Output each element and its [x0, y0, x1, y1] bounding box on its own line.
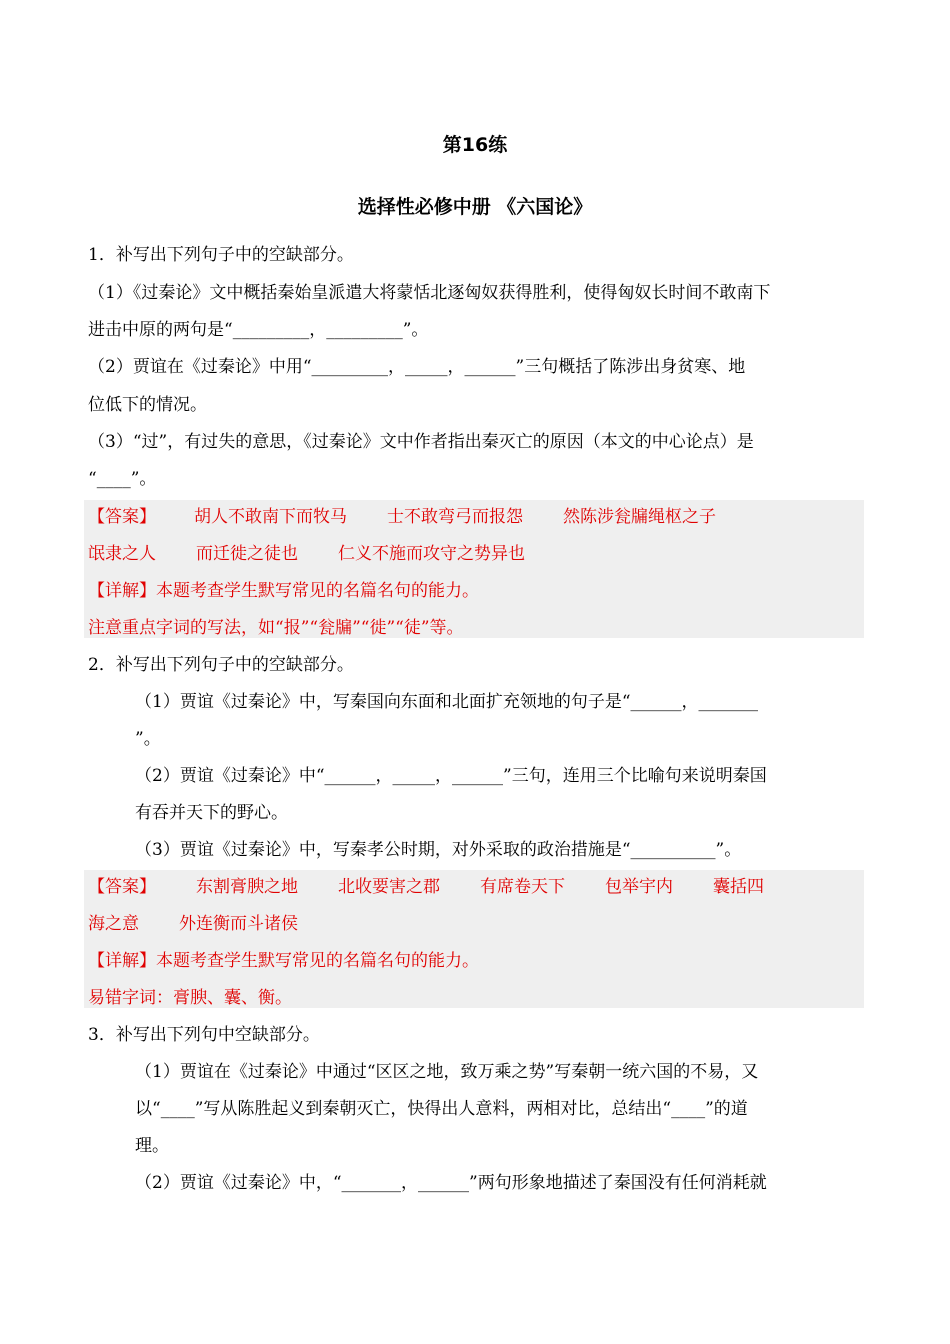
q1-answer-line2	[88, 543, 864, 565]
q3-part1-line2: 以“____”写从陈胜起义到秦朝灭亡，快得出人意料，两相对比，总结出“____”的道	[135, 1099, 748, 1119]
q3-part2-line1: （2）贾谊《过秦论》中，“_______，______”两句形象地描述了秦国没有任何消耗就	[135, 1173, 767, 1193]
answer-item: 囊括四	[713, 877, 764, 897]
q1-part3-line2: “____”。	[88, 469, 157, 489]
q2-answer-line2	[88, 913, 864, 935]
answer-label: 【答案】	[88, 507, 156, 527]
answer-label: 【答案】	[88, 877, 156, 897]
q1-stem: 1．补写出下列句子中的空缺部分。	[88, 245, 354, 265]
q1-part3-line1: （3）“过”，有过失的意思，《过秦论》文中作者指出秦灭亡的原因（本文的中心论点）是	[88, 432, 754, 452]
answer-item: 有席卷天下	[480, 877, 565, 897]
q1-part2-line2: 位低下的情况。	[88, 395, 207, 415]
answer-item: 东割膏腴之地	[196, 877, 298, 897]
answer-item: 包举宇内	[605, 877, 673, 897]
answer-item: 而迁徙之徒也	[196, 544, 298, 564]
answer-item: 北收要害之郡	[338, 877, 440, 897]
q1-part1-line1: （1）《过秦论》文中概括秦始皇派遣大将蒙恬北逐匈奴获得胜利，使得匈奴长时间不敢南下	[88, 283, 771, 303]
q2-part3: （3）贾谊《过秦论》中，写秦孝公时期，对外采取的政治措施是“__________”。	[135, 840, 742, 860]
answer-item: 士不敢弯弓而报怨	[387, 507, 523, 527]
q2-part2-line1: （2）贾谊《过秦论》中“______，_____，______”三句，连用三个比喻句来说明秦国	[135, 766, 767, 786]
answer-item: 然陈涉瓮牖绳枢之子	[563, 507, 716, 527]
detail-text: 本题考查学生默写常见的名篇名句的能力。	[156, 581, 479, 601]
answer-item: 氓隶之人	[88, 544, 156, 564]
detail-text: 本题考查学生默写常见的名篇名句的能力。	[156, 951, 479, 971]
detail-label: 【详解】	[88, 951, 156, 971]
page-title: 第16练	[442, 134, 508, 156]
answer-item: 仁义不施而攻守之势异也	[338, 544, 525, 564]
answer-item: 胡人不敢南下而牧马	[194, 507, 347, 527]
q3-part1-line3: 理。	[135, 1136, 169, 1156]
q2-part1-line2: ”。	[135, 729, 161, 749]
q2-note: 易错字词：膏腴、囊、衡。	[88, 988, 292, 1008]
q1-detail	[88, 580, 864, 602]
q2-stem: 2．补写出下列句子中的空缺部分。	[88, 655, 354, 675]
q2-part1-line1: （1）贾谊《过秦论》中，写秦国向东面和北面扩充领地的句子是“______，_______	[135, 692, 759, 712]
q3-part1-line1: （1）贾谊在《过秦论》中通过“区区之地，致万乘之势”写秦朝一统六国的不易，又	[135, 1062, 759, 1082]
answer-item: 海之意	[88, 914, 139, 934]
q1-answer-line1	[88, 506, 864, 528]
q2-detail	[88, 950, 864, 972]
q1-note: 注意重点字词的写法，如“报”“瓮牖”“徙”“徒”等。	[88, 618, 464, 638]
answer-item: 外连衡而斗诸侯	[179, 914, 298, 934]
q2-answer-line1	[88, 876, 864, 898]
q1-part2-line1: （2）贾谊在《过秦论》中用“_________，_____，______”三句概括了陈涉出身贫寒、地	[88, 357, 746, 377]
page-subtitle: 选择性必修中册 《六国论》	[357, 196, 593, 218]
q1-part1-line2: 进击中原的两句是“_________，_________”。	[88, 320, 429, 340]
detail-label: 【详解】	[88, 581, 156, 601]
q2-part2-line2: 有吞并天下的野心。	[135, 803, 288, 823]
q3-stem: 3．补写出下列句中空缺部分。	[88, 1025, 320, 1045]
